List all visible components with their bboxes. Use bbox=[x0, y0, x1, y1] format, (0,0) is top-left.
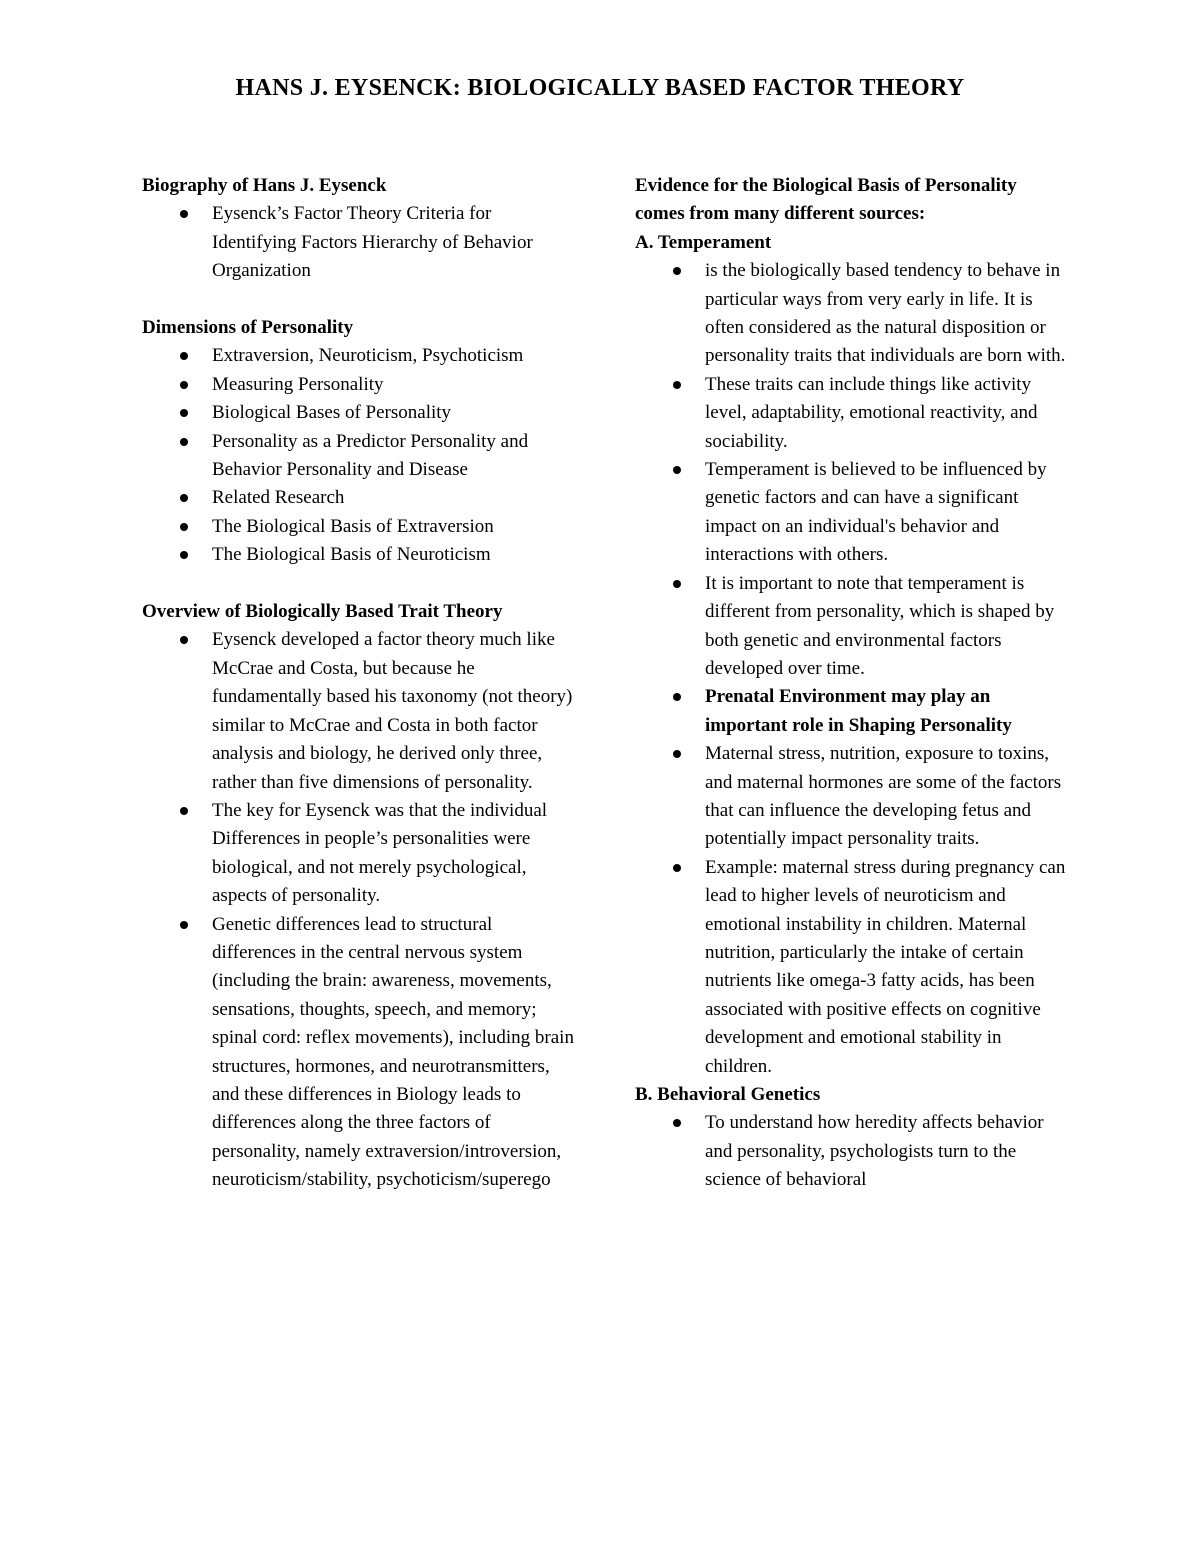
section-heading-biography: Biography of Hans J. Eysenck bbox=[142, 175, 387, 196]
section-heading-overview: Overview of Biologically Based Trait Theory bbox=[142, 601, 503, 623]
list-item: is the biologically based tendency to behave in particular ways from very early in life. It is often considered as the natural disposition or personality traits that individuals are born with. bbox=[635, 257, 1067, 371]
list-item: The Biological Basis of Extraversion bbox=[142, 513, 574, 541]
list-item: Eysenck’s Factor Theory Criteria for Identifying Factors Hierarchy of Behavior Organization bbox=[142, 200, 574, 285]
list-item: Example: maternal stress during pregnancy can lead to higher levels of neuroticism and emotional instability in children. Maternal nutrition, particularly the intake of certain nutrients like omega-3 fatty acids, has been associated with positive effects on cognitive development and emotional stability in children. bbox=[635, 854, 1067, 1081]
list-item: It is important to note that temperament is different from personality, which is shaped by both genetic and environmental factors developed over time. bbox=[635, 570, 1067, 684]
left-column bbox=[142, 172, 574, 1195]
document-title: HANS J. EYSENCK: BIOLOGICALLY BASED FACTOR THEORY bbox=[235, 75, 965, 101]
overview-list bbox=[142, 626, 574, 1194]
paragraph-spacer bbox=[142, 286, 574, 314]
list-item: Biological Bases of Personality bbox=[142, 399, 574, 427]
list-item: Temperament is believed to be influenced by genetic factors and can have a significant impact on an individual's behavior and interactions with others. bbox=[635, 456, 1067, 570]
list-item: To understand how heredity affects behavior and personality, psychologists turn to the science of behavioral bbox=[635, 1109, 1067, 1194]
temperament-list bbox=[635, 257, 1067, 1081]
paragraph-spacer bbox=[142, 570, 574, 598]
list-item: The Biological Basis of Neuroticism bbox=[142, 541, 574, 569]
list-item: Measuring Personality bbox=[142, 371, 574, 399]
biography-list bbox=[142, 200, 574, 285]
section-heading-temperament: A. Temperament bbox=[635, 231, 772, 253]
list-item: Eysenck developed a factor theory much like McCrae and Costa, but because he fundamentally based his taxonomy (not theory) similar to McCrae and Costa in both factor analysis and biology, he derived only three, rather than five dimensions of personality. bbox=[142, 626, 574, 796]
list-item: The key for Eysenck was that the individual Differences in people’s personalities were biological, and not merely psychological, aspects of personality. bbox=[142, 797, 574, 911]
section-heading-dimensions: Dimensions of Personality bbox=[142, 317, 354, 339]
behavioral-genetics-list bbox=[635, 1109, 1067, 1194]
list-item: Personality as a Predictor Personality and Behavior Personality and Disease bbox=[142, 428, 574, 485]
dimensions-list bbox=[142, 342, 574, 569]
list-item: Maternal stress, nutrition, exposure to toxins, and maternal hormones are some of the factors that can influence the developing fetus and potentially impact personality traits. bbox=[635, 740, 1067, 854]
list-item: Genetic differences lead to structural differences in the central nervous system (including the brain: awareness, movements, sensations, thoughts, speech, and memory; spinal cord: reflex movements), including brain structures, hormones, and neurotransmitters, and these differences in Biology leads to differences along the three factors of personality, namely extraversion/introversion, neuroticism/stability, psychoticism/superego bbox=[142, 911, 574, 1195]
list-item: Extraversion, Neuroticism, Psychoticism bbox=[142, 342, 574, 370]
list-item: These traits can include things like activity level, adaptability, emotional reactivity, and sociability. bbox=[635, 371, 1067, 456]
section-heading-behavioral-genetics: B. Behavioral Genetics bbox=[635, 1084, 821, 1105]
list-item-prenatal: Prenatal Environment may play an important role in Shaping Personality bbox=[635, 683, 1067, 740]
right-column bbox=[635, 172, 1067, 1195]
list-item: Related Research bbox=[142, 484, 574, 512]
evidence-heading: Evidence for the Biological Basis of Personality comes from many different sources: bbox=[635, 175, 1017, 225]
